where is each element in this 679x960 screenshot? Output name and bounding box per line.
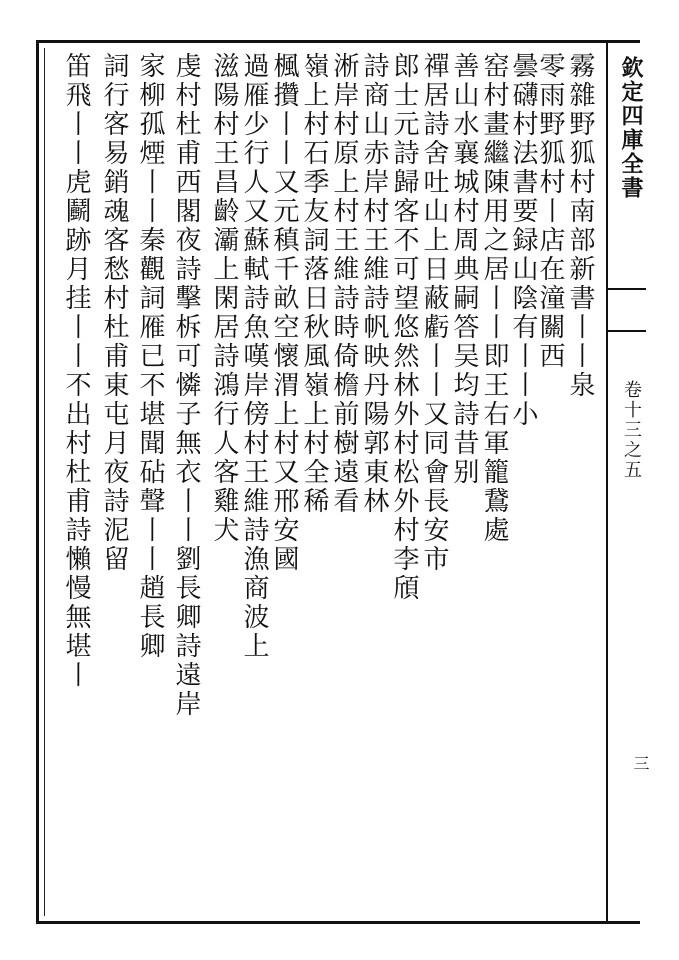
folio-number: 三 (631, 755, 650, 771)
text-column-7: 郎士元詩歸客不可望悠然林外村松外村李頎 (389, 52, 419, 603)
text-column-8: 詩商山赤岸村王維詩帆映丹陽郭東林 (359, 52, 389, 516)
text-column-13: 滋陽村王昌齡灞上閑居詩鴻行人客雞犬 (209, 52, 239, 545)
text-column-14: 虔村杜甫西閣夜詩擊柝可憐子無衣丨丨劉長卿詩遠岸 (171, 52, 201, 719)
text-column-11: 楓攢丨丨又元稹千畝空懷渭上村又邢安國 (269, 52, 299, 574)
fishtail-rule-bottom (606, 330, 646, 332)
text-column-17: 笛飛丨丨虎鬬跡月挂丨丨不出村杜甫詩懶慢無堪丨 (61, 52, 91, 690)
volume-label: 卷十三之五 (621, 380, 642, 480)
text-column-12: 過雁少行人又蘇軾詩魚嘆岸傍村王維詩漁商波上 (239, 52, 269, 661)
text-column-1: 霧雜野狐村南部新書丨丨泉 (565, 52, 595, 400)
text-column-3: 曇礴村法書要録山陰有丨丨小 (508, 52, 538, 429)
inner-rule (44, 48, 45, 916)
text-column-10: 嶺上村石季友詞落日秋風嶺上村全稀 (299, 52, 329, 516)
text-column-4: 窑村畫繼陳用之居丨丨即王右軍籠鵞處 (479, 52, 509, 545)
book-title: 欽定四庫全書 (618, 56, 644, 200)
text-column-2: 零雨野狐村丨店在潼關西 (535, 52, 565, 371)
fishtail-rule-top (606, 288, 646, 290)
text-column-5: 善山水襄城村周典嗣答吴均詩昔别 (449, 52, 479, 487)
text-column-15: 家柳孤煙丨丨秦觀詞雁已不堪聞砧聲丨丨趙長卿 (135, 52, 165, 661)
text-column-16: 詞行客易銷魂客愁村杜甫東屯月夜詩泥留 (99, 52, 129, 574)
text-column-6: 禪居詩舍吐山上日蔽虧丨丨又同會長安市 (419, 52, 449, 574)
text-column-9: 淅岸村原上村王維詩時倚檐前樹遠看 (329, 52, 359, 516)
